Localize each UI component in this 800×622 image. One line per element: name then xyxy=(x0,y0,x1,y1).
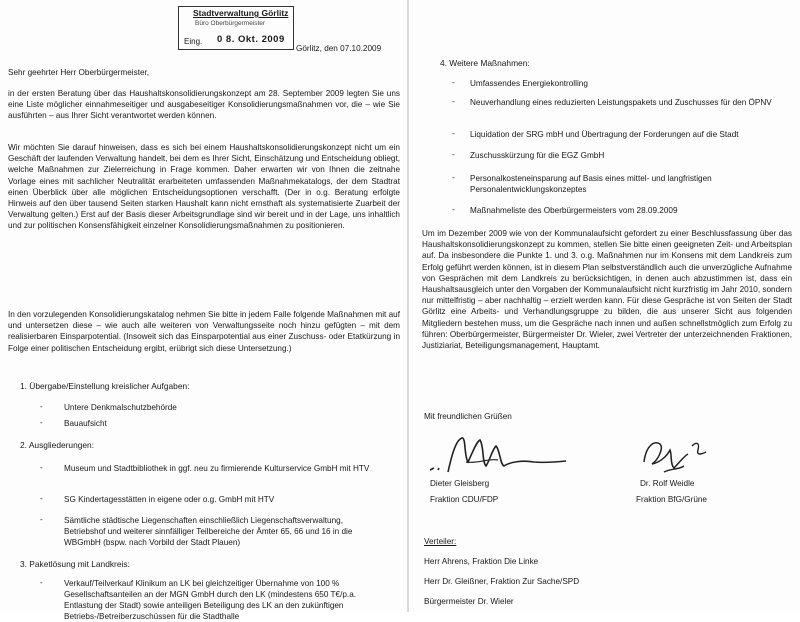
dash-icon: - xyxy=(452,173,455,182)
dash-icon: - xyxy=(40,515,43,524)
distribution-heading: Verteiler: xyxy=(424,537,457,546)
dash-icon: - xyxy=(452,129,455,138)
dash-icon: - xyxy=(452,78,455,87)
salutation: Sehr geehrter Herr Oberbürgermeister, xyxy=(8,68,150,77)
receipt-stamp xyxy=(178,6,294,50)
dash-icon: - xyxy=(40,402,43,411)
paragraph-2: Wir möchten Sie darauf hinweisen, dass es sich bei einem Haushaltskonsolidierungskonzept nicht um ein Geschäft der laufenden Verwaltung handelt, bei dem es Ihrer Sicht, Einschätzung und Entscheidung obliegt, welche Maßnahmen zur Zielerreichung in Frage kommen. Daher erwarten wir von Ihnen die zeitnahe Vorlage eines mit sachlicher Neutralität erarbeiteten umfassenden Maßnahmekatalogs, der dem Stadtrat einen Überblick über alle möglichen Entscheidungsoptionen verschafft. (Der in o.g. Beratung erfolgte Hinweis auf den über tausend Seiten starken Haushalt kann nicht ernsthaft als systematisierte Zuarbeit der Verwaltung gelten.) Erst auf der Basis dieser Arbeitsgrundlage sind wir bereit und in der Lage, uns inhaltlich und zur politischen Konsensfähigkeit einzelner Konsolidierungsmaßnahmen zu positionieren. xyxy=(8,143,400,231)
list-item: Neuverhandlung eines reduzierten Leistungspakets und Zuschusses für den ÖPNV xyxy=(470,98,772,107)
stamp-label: Eing. xyxy=(184,37,203,46)
list-item: Maßnahmeliste des Oberbürgermeisters vom 28.09.2009 xyxy=(470,206,678,215)
list-item: Personalkosteneinsparung auf Basis eines mittel- und langfristigen Personalentwicklungskonzeptes xyxy=(470,174,712,194)
greeting: Mit freundlichen Grüßen xyxy=(424,412,512,421)
signatory-2-name: Dr. Rolf Weidle xyxy=(640,479,695,488)
dash-icon: - xyxy=(40,418,43,427)
paragraph-3: In den vorzulegenden Konsolidierungskatalog nehmen Sie bitte in jedem Falle folgende Maßnahmen mit auf und untersetzen diese – wie auch alle weiteren von Verwaltungsseite noch hinzu gefügten – mit dem realisierbaren Einsparpotential. (Insoweit sich das Einsparpotential aus einer Zuschuss- oder Etatkürzung in Folge einer politischen Entscheidung ergibt, erübrigt sich diese Untersetzung.) xyxy=(8,310,400,353)
list-item: Untere Denkmalschutzbehörde xyxy=(64,403,177,412)
signature-gleisberg xyxy=(426,432,576,480)
page-divider xyxy=(407,0,409,612)
dash-icon: - xyxy=(452,97,455,106)
distribution-item: Herr Dr. Gleißner, Fraktion Zur Sache/SPD xyxy=(424,577,580,586)
distribution-item: Bürgermeister Dr. Wieler xyxy=(424,597,514,606)
section-4-heading: 4. Weitere Maßnahmen: xyxy=(440,58,530,68)
list-item: Sämtliche städtische Liegenschaften einschließlich Liegenschaftsverwaltung, Betriebshof und weiterer sinnfälliger Teilbereiche der Ämter 65, 66 und 16 in die WBGmbH (bspw. nach Vorbild der Stadt Plauen) xyxy=(64,516,353,547)
stamp-office: Stadtverwaltung Görlitz xyxy=(193,8,289,18)
dash-icon: - xyxy=(452,205,455,214)
list-item: Verkauf/Teilverkauf Klinikum an LK bei gleichzeitiger Übernahme von 100 % Gesellschaftsanteilen an der MGN GmbH durch den LK (mindestens 650 T€/p.a. Entlastung der Stadt) sowie anteiligen Beteiligung des LK an den zukünftigen Betriebs-/Betreiberzuschüssen für die Stadthalle xyxy=(64,579,357,621)
dash-icon: - xyxy=(40,494,43,503)
stamp-date: 0 8. Okt. 2009 xyxy=(217,34,285,45)
list-item: Zuschusskürzung für die EGZ GmbH xyxy=(470,151,605,160)
list-item: Museum und Stadtbibliothek in ggf. neu zu firmierende Kulturservice GmbH mit HTV xyxy=(64,464,370,473)
section-1-heading: 1. Übergabe/Einstellung kreislicher Aufgaben: xyxy=(20,381,190,391)
signature-weidle xyxy=(634,432,724,476)
signatory-1-group: Fraktion CDU/FDP xyxy=(430,495,499,504)
closing-paragraph: Um im Dezember 2009 wie von der Kommunalaufsicht gefordert zu einer Beschlussfassung über das Haushaltskonsolidierungskonzept zu kommen, stellen Sie bitte einen geeigneten Zeit- und Arbeitsplan auf. Da insbesondere die Punkte 1. und 3. o.g. Maßnahmen nur im Konsens mit dem Landkreis zum Erfolg geführt werden können, ist in diesem Plan selbstverständlich auch die unverzügliche Aufnahme von Gesprächen mit dem Landkreis zu berücksichtigen, in denen auch abzustimmen ist, dass ein Haushaltsausgleich unter den Vorgaben der Kommunalaufsicht nicht kurzfristig im Jahr 2010, sondern nur mittelfristig – aber nachhaltig – erzielt werden kann. Für diese Gespräche ist von Seiten der Stadt Görlitz eine Arbeits- und Verhandlungsgruppe zu bilden, die aus unserer Sicht aus folgenden Mitgliedern bestehen muss, um die Gespräche nach innen und außen schnellstmöglich zum Erfolg zu führen: Oberbürgermeister, Bürgermeister Dr. Wieler, zwei Vertreter der unterzeichnenden Fraktionen, Justiziariat, Beteiligungsmanagement, Hauptamt. xyxy=(422,229,792,351)
place-date: Görlitz, den 07.10.2009 xyxy=(296,44,382,53)
list-item: SG Kindertagesstätten in eigene oder o.g. GmbH mit HTV xyxy=(64,495,275,504)
section-2-heading: 2. Ausgliederungen: xyxy=(20,440,95,450)
dash-icon: - xyxy=(40,463,43,472)
paragraph-1: in der ersten Beratung über das Haushaltskonsolidierungskonzept am 28. September 2009 legten Sie uns eine Liste möglicher einnahmeseitiger und ausgabeseitiger Konsolidierungsmaßnahmen vor, die – wie Sie ausführten – aus Ihrer Sicht verantwortet werden können. xyxy=(8,89,400,121)
distribution-item: Herr Ahrens, Fraktion Die Linke xyxy=(424,557,539,566)
list-item: Liquidation der SRG mbH und Übertragung der Forderungen auf die Stadt xyxy=(470,130,739,139)
stamp-department: Büro Oberbürgermeister xyxy=(195,20,266,27)
signatory-1-name: Dieter Gleisberg xyxy=(430,479,490,488)
signatory-2-group: Fraktion BfG/Grüne xyxy=(636,495,707,504)
letter-page-2 xyxy=(410,0,800,612)
dash-icon: - xyxy=(40,578,43,587)
list-item: Umfassendes Energiekontrolling xyxy=(470,79,588,88)
dash-icon: - xyxy=(452,150,455,159)
list-item: Bauaufsicht xyxy=(64,419,107,428)
section-3-heading: 3. Paketlösung mit Landkreis: xyxy=(20,559,130,569)
